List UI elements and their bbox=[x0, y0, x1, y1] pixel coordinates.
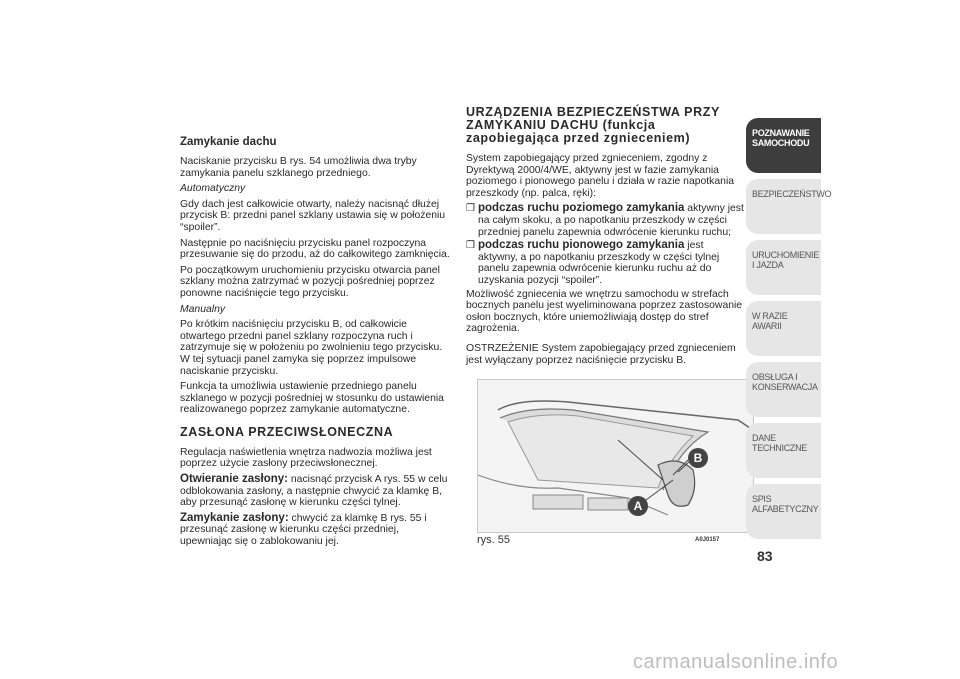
intro-paragraph: Naciskanie przycisku B rys. 54 umożliwia dwa tryby zamykania panelu szklanego przedniego. bbox=[180, 156, 417, 179]
figure-caption: rys. 55 bbox=[477, 534, 511, 546]
manual-paragraph-1: Po krótkim naciśnięciu przycisku B, od całkowicie otwartego przedni panel szklany rozpoczyna ruch i zatrzymuje się w położeniu po zwolnieniu tego przycisku. W tej sytuacji panel zamyka się poprzez impulsowe naciskanie przycisku. bbox=[180, 319, 443, 377]
tab-poznawanie-samochodu[interactable]: POZNAWANIE SAMOCHODU bbox=[746, 118, 821, 173]
manual-paragraph-2: Funkcja ta umożliwia ustawienie przedniego panelu szklanego w pozycji pośredniej w stosunku do ustawienia realizowanego poprzez zamykanie automatyczne. bbox=[180, 381, 444, 416]
side-protection-paragraph: Możliwość zgniecenia we wnętrzu samochodu w strefach bocznych panelu jest wyeliminowana poprzez zastosowanie osłon bocznych, które uniemożliwiają dostęp do stref zagrożenia. bbox=[466, 288, 743, 335]
close-sunshade-paragraph bbox=[180, 513, 452, 548]
open-sunshade-text: nacisnąć przycisk A rys. 55 w celu odblokowania zasłony, a następnie chwycić za klamkę B, aby przesunąć zasłonę w kierunku części tylnej. bbox=[180, 474, 448, 509]
sunshade-drawing bbox=[478, 380, 753, 532]
bullet-vertical-text: jest aktywny, a po napotkaniu przeszkody w części tylnej panelu zapewnia odwrócenie kierunku ruchu aż do uzyskania pozycji “spoiler”. bbox=[478, 240, 720, 286]
checkbox-square-icon: ❒ bbox=[466, 203, 475, 215]
tab-obsluga-i-konserwacja[interactable]: OBSŁUGA I KONSERWACJA bbox=[746, 362, 821, 417]
auto-label: Automatyczny bbox=[180, 183, 246, 195]
tab-bezpieczenstwo[interactable]: BEZPIECZEŃSTWO bbox=[746, 179, 821, 234]
figure-sunshade-illustration bbox=[477, 379, 754, 533]
right-column bbox=[466, 106, 744, 370]
bullet-vertical-label: podczas ruchu pionowego zamykania bbox=[478, 239, 685, 252]
tab-uruchomienie-i-jazda[interactable]: URUCHOMIENIE I JAZDA bbox=[746, 240, 821, 295]
watermark: carmanualsonline.info bbox=[633, 651, 839, 673]
left-column bbox=[180, 136, 452, 552]
heading-roof-closing: Zamykanie dachu bbox=[180, 136, 277, 148]
section-heading-anti-pinch: URZĄDZENIA BEZPIECZEŃSTWA PRZY ZAMYKANIU DACHU (funkcja zapobiegająca przed zgnieceniem) bbox=[466, 105, 720, 145]
bullet-vertical bbox=[466, 240, 744, 286]
bullet-horizontal-text: aktywny jest na całym skoku, a po napotkaniu przeszkody w części przedniej panelu zapewnia odwrócenie kierunku ruchu; bbox=[478, 203, 744, 238]
tab-w-razie-awarii[interactable]: W RAZIE AWARII bbox=[746, 301, 821, 356]
auto-paragraph-2: Następnie po naciśnięciu przycisku panel rozpoczyna przesuwanie się do przodu, aż do całkowitego zamknięcia. bbox=[180, 237, 450, 261]
tab-dane-techniczne[interactable]: DANE TECHNICZNE bbox=[746, 423, 821, 478]
page-number: 83 bbox=[757, 548, 773, 564]
chapter-tabs bbox=[746, 118, 832, 545]
manual-label: Manualny bbox=[180, 303, 226, 315]
tab-spis-alfabetyczny[interactable]: SPIS ALFABETYCZNY bbox=[746, 484, 821, 539]
bullet-horizontal bbox=[466, 203, 744, 238]
sunshade-intro: Regulacja naświetlenia wnętrza nadwozia możliwa jest poprzez użycie zasłony przeciwsłonecznej. bbox=[180, 446, 432, 470]
bullet-horizontal-label: podczas ruchu poziomego zamykania bbox=[478, 202, 685, 215]
callout-a-label: A bbox=[633, 499, 643, 513]
warning-paragraph: OSTRZEŻENIE System zapobiegający przed zgnieceniem jest wyłączany poprzez naciśnięcie przycisku B. bbox=[466, 342, 736, 366]
close-sunshade-text: chwycić za klamkę B rys. 55 i przesunąć zasłonę w kierunku części przedniej, upewniając się o zablokowaniu jej. bbox=[180, 512, 427, 548]
open-sunshade-label: Otwieranie zasłony: bbox=[180, 473, 289, 486]
checkbox-square-icon: ❒ bbox=[466, 240, 475, 252]
auto-paragraph-3: Po początkowym uruchomieniu przycisku otwarcia panel szklany można zatrzymać w pozycji pośredniej poprzez ponowne naciśnięcie tego przycisku. bbox=[180, 264, 440, 299]
auto-paragraph-1: Gdy dach jest całkowicie otwarty, należy nacisnąć dłużej przycisk B: przedni panel szklany ustawia się w położeniu “spoiler”. bbox=[180, 198, 446, 233]
callout-b-label: B bbox=[693, 451, 703, 465]
figure-code: A0J0157 bbox=[695, 537, 720, 543]
open-sunshade-paragraph bbox=[180, 474, 452, 509]
section-heading-sunshade: ZASŁONA PRZECIWSŁONECZNA bbox=[180, 424, 394, 439]
anti-pinch-intro: System zapobiegający przed zgnieceniem, zgodny z Dyrektywą 2000/4/WE, aktywny jest w fazie zamykania poziomego i pionowego panelu i działa w razie napotkania przeszkody (np. palca, ręki): bbox=[466, 153, 735, 199]
close-sunshade-label: Zamykanie zasłony: bbox=[180, 511, 289, 524]
